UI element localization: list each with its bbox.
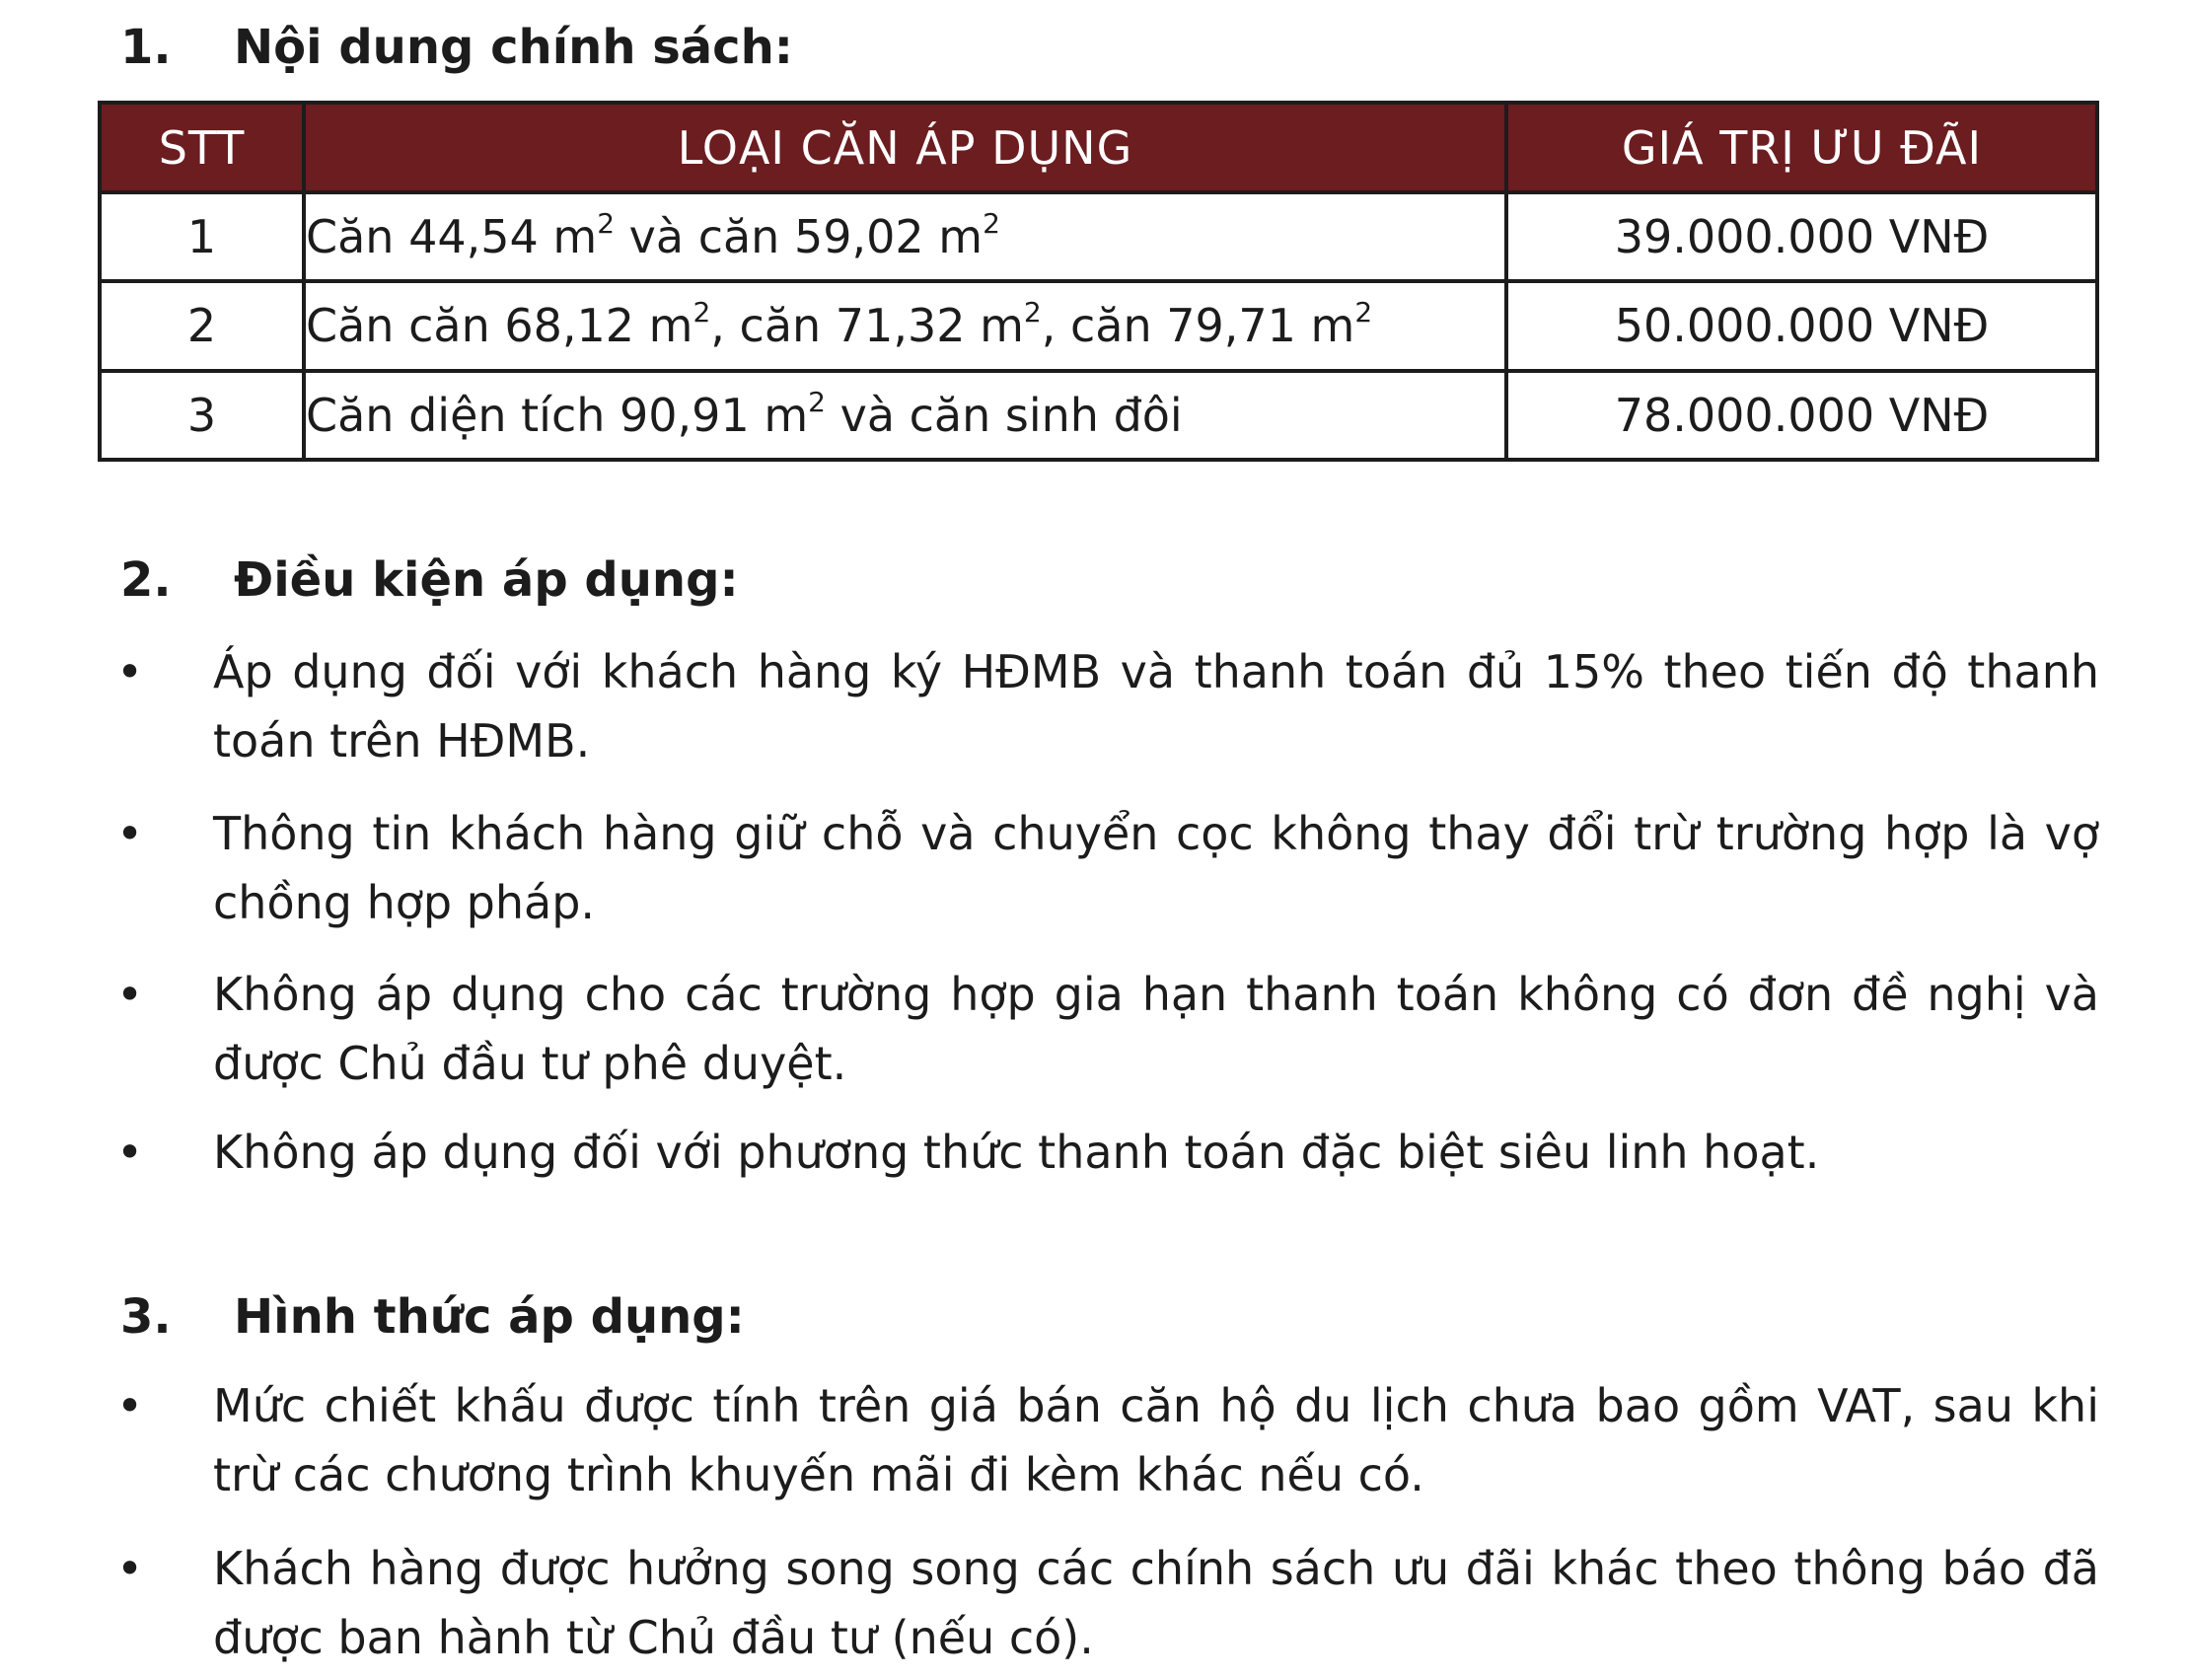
section-1-number: 1.: [120, 20, 172, 75]
unit-type-text: và căn sinh đôi: [825, 388, 1183, 442]
table-row: [100, 192, 2097, 281]
section-3-number: 3.: [120, 1289, 172, 1345]
bullet-symbol: •: [116, 1542, 144, 1595]
row-discount-value: 78.000.000 VNĐ: [1506, 371, 2097, 460]
table-row: [100, 371, 2097, 460]
bullet-symbol: •: [116, 1379, 144, 1432]
row-stt: 3: [100, 371, 304, 460]
superscript: 2: [983, 207, 1000, 241]
table-row: [100, 281, 2097, 370]
row-unit-type: [304, 281, 1506, 370]
unit-type-text: , căn 71,32 m: [710, 299, 1024, 353]
policy-table: [98, 101, 2099, 462]
row-discount-value: 50.000.000 VNĐ: [1506, 281, 2097, 370]
list-item-text: Mức chiết khấu được tính trên giá bán căn hộ du lịch chưa bao gồm VAT, sau khi trừ các chương trình khuyến mãi đi kèm khác nếu có.: [213, 1379, 2099, 1501]
row-stt: 2: [100, 281, 304, 370]
unit-type-text: Căn diện tích 90,91 m: [306, 388, 809, 442]
bullet-symbol: •: [116, 807, 144, 860]
unit-type-text: và căn 59,02 m: [615, 210, 984, 264]
superscript: 2: [597, 207, 616, 241]
section-1-title: Nội dung chính sách:: [234, 20, 793, 75]
unit-type-text: Căn 44,54 m: [306, 210, 598, 264]
unit-type-text: , căn 79,71 m: [1041, 299, 1355, 353]
bullet-symbol: •: [116, 1126, 144, 1179]
superscript: 2: [808, 385, 826, 418]
section-3-heading: [120, 1287, 745, 1347]
table-header-row: [100, 103, 2097, 192]
section-3-title: Hình thức áp dụng:: [234, 1289, 745, 1345]
row-unit-type: [304, 371, 1506, 460]
header-discount-value: GIÁ TRỊ ƯU ĐÃI: [1506, 103, 2097, 192]
list-item-text: Thông tin khách hàng giữ chỗ và chuyển cọc không thay đổi trừ trường hợp là vợ chồng hợp pháp.: [213, 807, 2099, 929]
list-item-text: Không áp dụng đối với phương thức thanh toán đặc biệt siêu linh hoạt.: [213, 1126, 1820, 1179]
list-item-text: Áp dụng đối với khách hàng ký HĐMB và thanh toán đủ 15% theo tiến độ thanh toán trên HĐMB.: [213, 645, 2099, 767]
bullet-symbol: •: [116, 645, 144, 698]
unit-type-text: Căn căn 68,12 m: [306, 299, 693, 353]
bullet-symbol: •: [116, 968, 144, 1021]
superscript: 2: [693, 296, 711, 329]
superscript: 2: [1354, 296, 1373, 329]
row-stt: 1: [100, 192, 304, 281]
list-item-text: Không áp dụng cho các trường hợp gia hạn thanh toán không có đơn đề nghị và được Chủ đầu tư phê duyệt.: [213, 968, 2099, 1090]
list-item-text: Khách hàng được hưởng song song các chính sách ưu đãi khác theo thông báo đã được ban hành từ Chủ đầu tư (nếu có).: [213, 1542, 2099, 1664]
section-1-heading: [120, 18, 793, 77]
header-stt: STT: [100, 103, 304, 192]
row-discount-value: 39.000.000 VNĐ: [1506, 192, 2097, 281]
section-2-heading: [120, 550, 739, 610]
header-unit-type: LOẠI CĂN ÁP DỤNG: [304, 103, 1506, 192]
row-unit-type: [304, 192, 1506, 281]
section-2-number: 2.: [120, 552, 172, 608]
section-2-title: Điều kiện áp dụng:: [234, 552, 739, 608]
superscript: 2: [1023, 296, 1042, 329]
